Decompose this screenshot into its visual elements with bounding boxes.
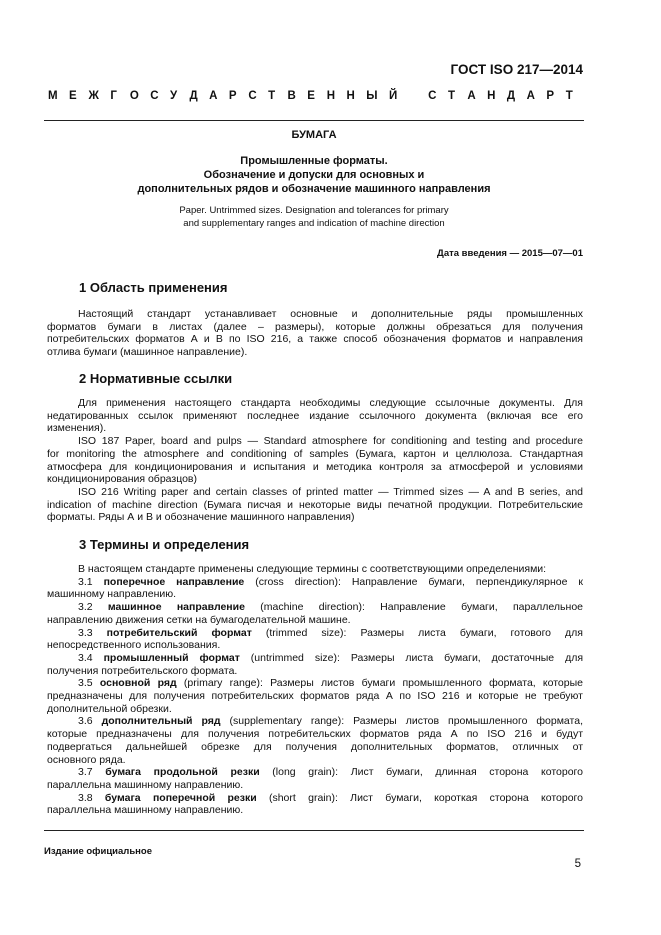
heading-letter: Н bbox=[487, 90, 496, 102]
term-definition-line: предназначены для получения потребительских форматов ряда А по ISO 216 и которые не требуют bbox=[47, 690, 583, 703]
heading-letter: С bbox=[428, 90, 437, 102]
heading-letter: Г bbox=[110, 90, 117, 102]
term-entry bbox=[78, 601, 583, 614]
section-2-body bbox=[47, 397, 583, 524]
term-name: бумага поперечной резки bbox=[104, 791, 257, 804]
term-definition-line: параллельна машинному направлению. bbox=[47, 804, 244, 817]
heading-letter: О bbox=[129, 90, 139, 102]
interstate-standard-heading bbox=[48, 90, 574, 102]
term-name: бумага продольной резки bbox=[105, 766, 260, 779]
text-line: for monitoring the atmosphere and conditioning of samples (Бумага, картон и целлюлоза. Стандартная bbox=[47, 447, 583, 460]
term-number: 3.8 bbox=[78, 791, 93, 804]
top-rule bbox=[44, 120, 584, 121]
heading-letter: Т bbox=[565, 90, 573, 102]
heading-letter: В bbox=[287, 90, 296, 102]
term-definition: (long grain): Лист бумаги, длинная сторона которого bbox=[259, 766, 583, 779]
heading-letter: Е bbox=[69, 90, 77, 102]
text-line: потребительских форматов А и В по ISO 216, а также способ обозначения форматов и направления bbox=[47, 333, 583, 346]
term-entry bbox=[78, 576, 583, 589]
subtitle-line: Обозначение и допуски для основных и bbox=[203, 169, 425, 181]
term-definition: (primary range): Размеры листов бумаги промышленного формата, которые bbox=[176, 677, 584, 690]
document-title: БУМАГА bbox=[291, 129, 337, 141]
heading-letter: Ж bbox=[88, 90, 99, 102]
heading-letter: Т bbox=[268, 90, 276, 102]
text-line: форматы. Ряды А и В и обозначение машинного направления) bbox=[47, 511, 355, 524]
english-title-line: and supplementary ranges and indication of machine direction bbox=[183, 218, 445, 229]
text-line: indication of machine direction (Бумага писчая и некоторые виды печатной продукции. Потребительские bbox=[47, 498, 583, 511]
term-definition-line: направлению движения сетки на бумагоделательной машине. bbox=[47, 613, 351, 626]
heading-letter: Н bbox=[326, 90, 336, 102]
term-number: 3.3 bbox=[78, 626, 93, 639]
term-entry bbox=[78, 766, 583, 779]
term-definition: (untrimmed size): Размеры листа бумаги, достаточные для bbox=[239, 651, 584, 664]
text-line: атмосфера для кондиционирования и испытания и методика контроля за атмосферой и условиями bbox=[47, 460, 583, 473]
subtitle-line: Промышленные форматы. bbox=[240, 155, 388, 167]
text-line: ISO 216 Writing paper and certain classes of printed matter — Trimmed sizes — A and B series, and bbox=[78, 485, 583, 498]
heading-letter: А bbox=[526, 90, 535, 102]
term-number: 3.1 bbox=[78, 575, 93, 588]
term-entry bbox=[78, 715, 583, 728]
section-3-heading: 3 Термины и определения bbox=[79, 537, 250, 552]
heading-letter: А bbox=[467, 90, 476, 102]
heading-letter: М bbox=[48, 90, 58, 102]
text-line: В настоящем стандарте применены следующие термины с соответствующими определениями: bbox=[78, 563, 547, 575]
text-line: отлива бумаги (машинное направление). bbox=[47, 346, 248, 359]
term-number: 3.7 bbox=[78, 766, 93, 779]
term-definition-line: основного ряда. bbox=[47, 753, 126, 766]
text-line: кондиционирования образцов) bbox=[47, 473, 198, 486]
term-definition: (cross direction): Направление бумаги, перпендикулярное к bbox=[244, 575, 584, 588]
term-definition-line: которые предназначены для получения потребительских форматов ряда А по ISO 216 и будут bbox=[47, 728, 583, 741]
page-number: 5 bbox=[574, 858, 581, 870]
heading-letter: Д bbox=[506, 90, 516, 102]
term-definition: (short grain): Лист бумаги, короткая сторона которого bbox=[256, 791, 584, 804]
term-definition-line: подвергаться дальнейшей обрезке для получения дополнительных форматов, отличных от bbox=[47, 740, 583, 753]
text-line: Для применения настоящего стандарта необходимы следующие ссылочные документы. Для bbox=[78, 397, 583, 409]
term-name: дополнительный ряд bbox=[101, 715, 221, 728]
heading-letter: Ы bbox=[366, 90, 378, 102]
introduction-date: Дата введения — 2015—07—01 bbox=[437, 248, 583, 259]
english-title-line: Paper. Untrimmed sizes. Designation and tolerances for primary bbox=[179, 205, 449, 216]
english-title bbox=[44, 204, 584, 230]
heading-letter: А bbox=[209, 90, 218, 102]
heading-letter: С bbox=[150, 90, 159, 102]
section-3-body bbox=[47, 563, 584, 817]
section-1-heading: 1 Область применения bbox=[79, 280, 228, 295]
term-definition-line: машинному направлению. bbox=[47, 588, 177, 601]
term-name: основной ряд bbox=[99, 677, 177, 690]
text-line: ISO 187 Paper, board and pulps — Standard atmosphere for conditioning and testing and procedure bbox=[78, 435, 583, 448]
heading-letter: Е bbox=[307, 90, 315, 102]
term-number: 3.6 bbox=[78, 715, 93, 728]
text-line: недатированных ссылок применяют последнее издание ссылочного документа (включая все его bbox=[47, 409, 583, 422]
term-definition-line: получения потребительского формата. bbox=[47, 664, 238, 677]
term-definition-line: непосредственного использования. bbox=[47, 639, 221, 652]
subtitle-line: дополнительных рядов и обозначение машинного направления bbox=[137, 183, 491, 195]
term-entry bbox=[78, 652, 583, 665]
heading-letter: Й bbox=[389, 90, 398, 102]
term-entry bbox=[78, 627, 583, 640]
term-number: 3.2 bbox=[78, 601, 93, 614]
section-1-body bbox=[47, 308, 583, 359]
document-subtitle bbox=[44, 154, 584, 196]
heading-letter: Д bbox=[189, 90, 198, 102]
edition-label: Издание официальное bbox=[44, 846, 152, 857]
heading-letter: Р bbox=[546, 90, 555, 102]
term-name: промышленный формат bbox=[103, 651, 240, 664]
term-number: 3.4 bbox=[78, 651, 93, 664]
heading-letter: Н bbox=[346, 90, 355, 102]
term-definition: (supplementary range): Размеры листов промышленного формата, bbox=[220, 715, 583, 728]
term-name: потребительский формат bbox=[106, 626, 252, 639]
term-entry bbox=[78, 792, 583, 805]
heading-letter bbox=[409, 90, 417, 102]
term-number: 3.5 bbox=[78, 677, 93, 690]
bottom-rule bbox=[44, 830, 584, 831]
term-name: поперечное направление bbox=[103, 575, 245, 588]
term-entry bbox=[78, 677, 583, 690]
heading-letter: С bbox=[248, 90, 257, 102]
term-definition-line: параллельна машинному направлению. bbox=[47, 778, 244, 791]
heading-letter: У bbox=[169, 90, 178, 102]
term-definition: (trimmed size): Размеры листа бумаги, готового для bbox=[251, 626, 583, 639]
term-definition-line: дополнительной обрезки. bbox=[47, 702, 172, 715]
term-definition: (machine direction): Направление бумаги, параллельное bbox=[244, 601, 583, 614]
text-line: изменения). bbox=[47, 422, 107, 435]
heading-letter: Т bbox=[447, 90, 455, 102]
section-2-heading: 2 Нормативные ссылки bbox=[79, 371, 233, 386]
term-name: машинное направление bbox=[107, 601, 245, 614]
text-line: Настоящий стандарт устанавливает основные и дополнительные ряды промышленных bbox=[78, 308, 583, 320]
text-line: форматов бумаги в листах (далее – размеры), которые должны обрезаться для получения bbox=[47, 320, 583, 333]
standard-code: ГОСТ ISO 217—2014 bbox=[450, 62, 583, 77]
heading-letter: Р bbox=[228, 90, 237, 102]
